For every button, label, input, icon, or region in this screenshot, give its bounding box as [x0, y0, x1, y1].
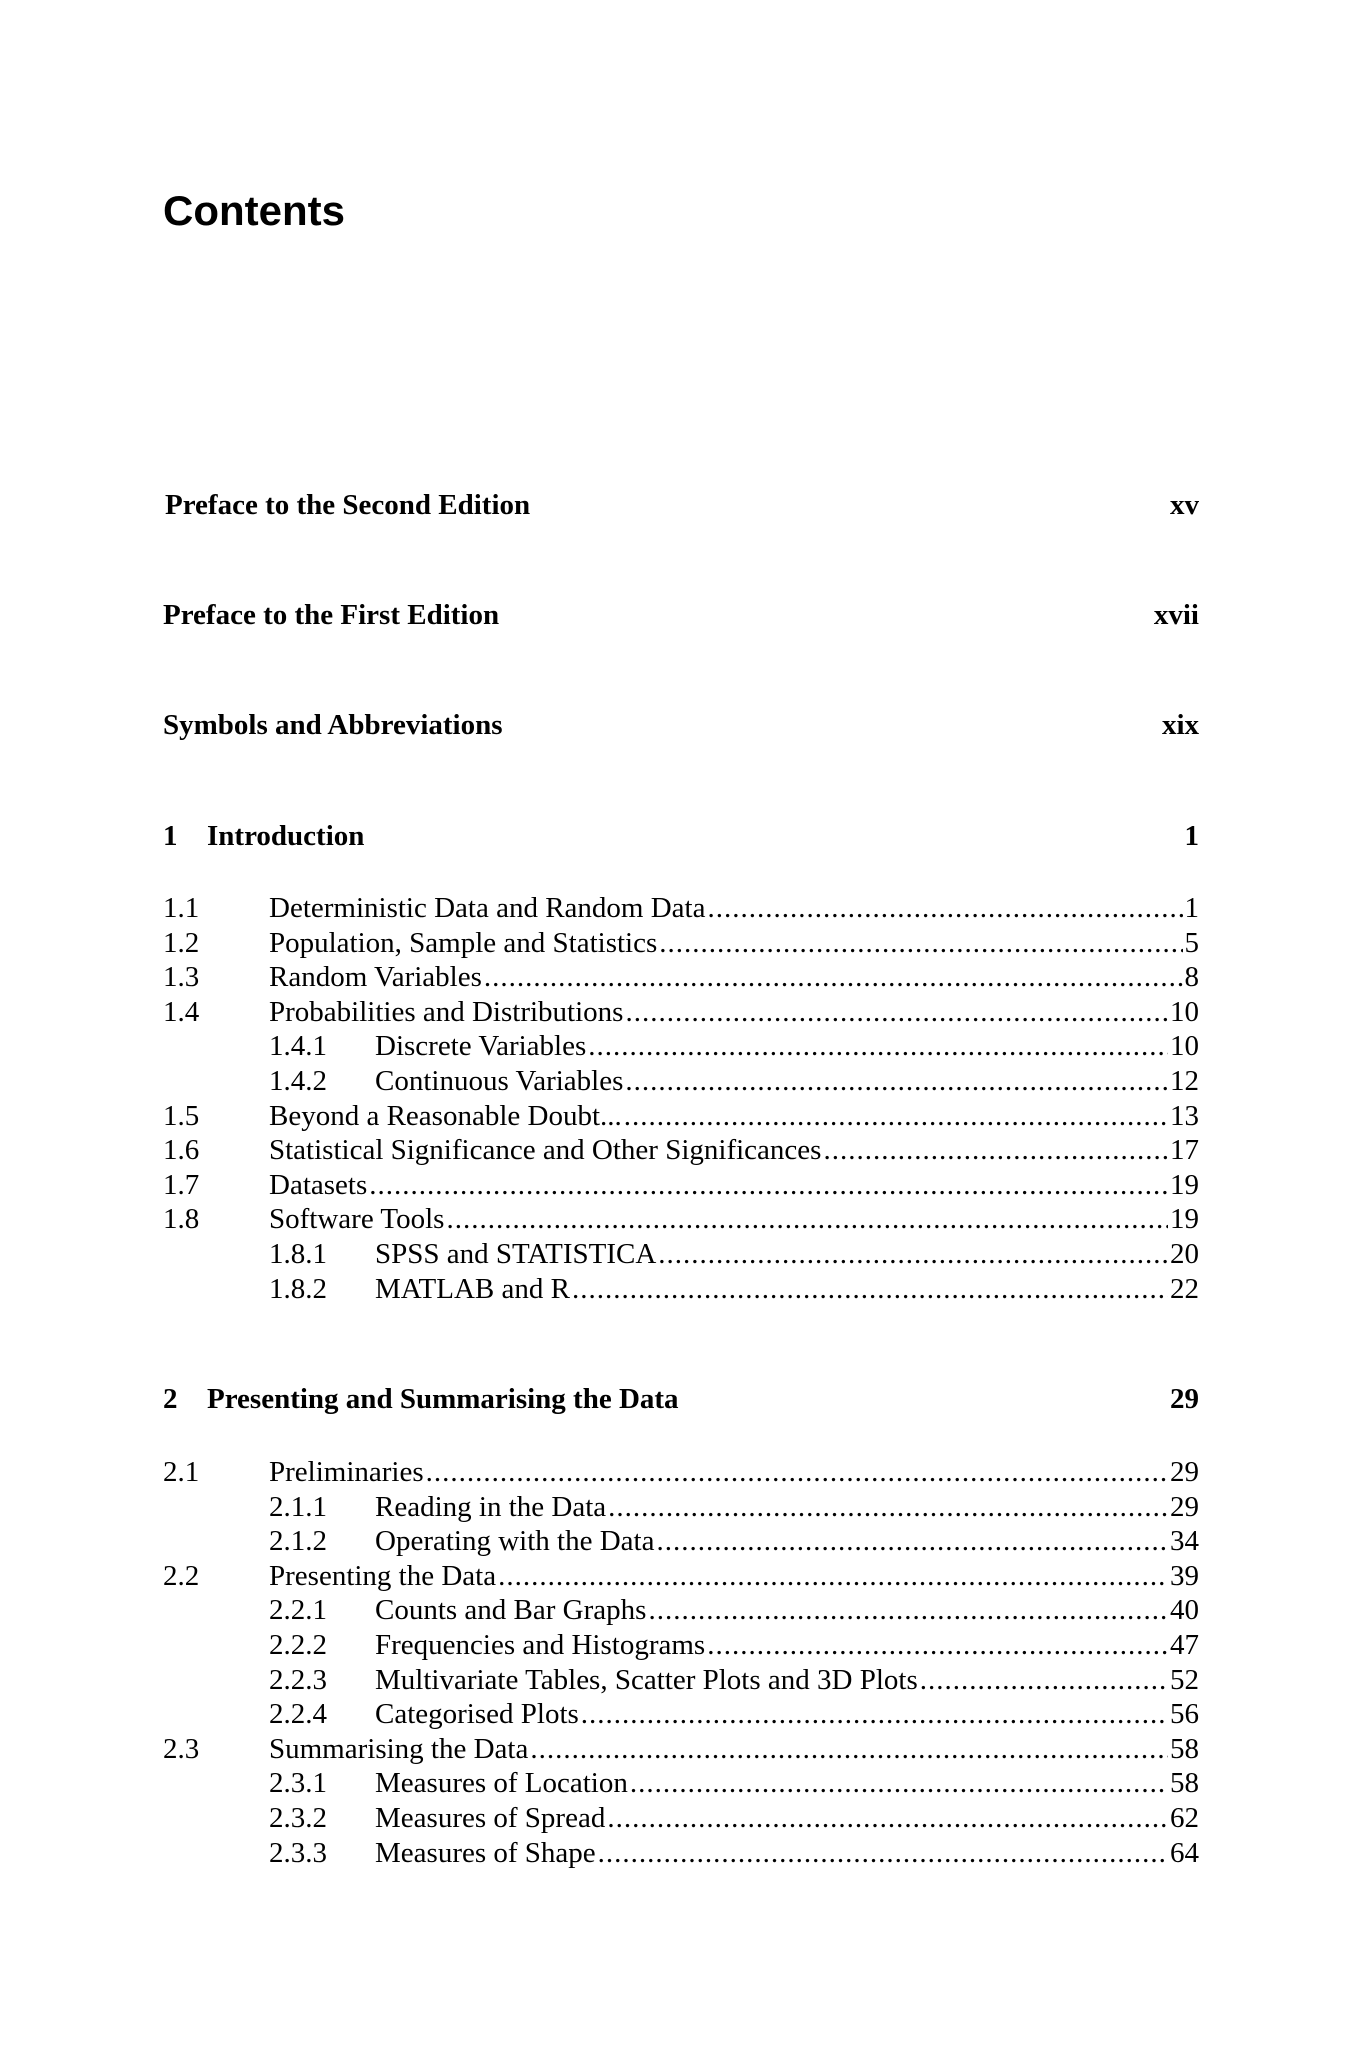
toc-front-matter-preface-second[interactable]: [165, 488, 1199, 522]
front-matter-page: xv: [1170, 489, 1199, 521]
dot-leader: [598, 1836, 1168, 1871]
page-title: Contents: [163, 187, 345, 234]
section-title: Presenting the Data: [269, 1559, 497, 1592]
subsection-title: Continuous Variables: [375, 1064, 624, 1097]
dot-leader: [369, 1168, 1168, 1203]
chapter-title: Introduction: [207, 820, 365, 852]
section-number: 1.4: [163, 995, 200, 1028]
section-title: Beyond a Reasonable Doubt...: [269, 1099, 622, 1132]
section-number: 2.2: [163, 1559, 200, 1592]
section-page: 29: [1170, 1456, 1199, 1488]
toc-entry[interactable]: [163, 1455, 1199, 1490]
dot-leader: [648, 1593, 1168, 1628]
subsection-page: 56: [1170, 1698, 1199, 1731]
dot-leader: [608, 1490, 1168, 1525]
subsection-number: 2.3.1: [269, 1767, 327, 1800]
section-title: Deterministic Data and Random Data: [269, 892, 706, 924]
toc-subentry[interactable]: [163, 1029, 1199, 1064]
subsection-page: 34: [1170, 1525, 1199, 1558]
section-page: 19: [1170, 1168, 1199, 1201]
toc-subentry[interactable]: [163, 1524, 1199, 1559]
toc-subentry[interactable]: [163, 1593, 1199, 1628]
subsection-title: Multivariate Tables, Scatter Plots and 3D Plots: [375, 1663, 918, 1696]
toc-subentry[interactable]: [163, 1628, 1199, 1663]
subsection-title: Measures of Shape: [375, 1836, 596, 1869]
subsection-number: 1.4.2: [269, 1064, 327, 1097]
front-matter-title: Preface to the First Edition: [163, 599, 500, 631]
subsection-title: Measures of Spread: [375, 1801, 606, 1834]
subsection-page: 22: [1170, 1272, 1199, 1305]
toc-chapter-1-sections: [163, 891, 1199, 1306]
subsection-number: 2.3.3: [269, 1836, 327, 1869]
subsection-title: Reading in the Data: [375, 1490, 607, 1523]
dot-leader: [659, 926, 1182, 961]
subsection-title: Operating with the Data: [375, 1525, 655, 1558]
dot-leader: [498, 1559, 1168, 1594]
front-matter-page: xix: [1161, 709, 1199, 741]
toc-entry[interactable]: [163, 1559, 1199, 1594]
subsection-title: MATLAB and R: [375, 1272, 570, 1305]
toc-entry[interactable]: [163, 960, 1199, 995]
dot-leader: [630, 1766, 1168, 1801]
toc-entry[interactable]: [163, 891, 1199, 926]
section-page: 8: [1184, 961, 1199, 994]
subsection-page: 40: [1170, 1594, 1199, 1627]
subsection-number: 1.8.1: [269, 1237, 327, 1270]
toc-subentry[interactable]: [163, 1663, 1199, 1698]
toc-entry[interactable]: [163, 1099, 1199, 1134]
subsection-number: 2.2.4: [269, 1698, 327, 1731]
dot-leader: [530, 1732, 1168, 1767]
subsection-title: Categorised Plots: [375, 1698, 579, 1731]
dot-leader: [624, 1099, 1168, 1134]
toc-entry[interactable]: [163, 995, 1199, 1030]
toc-subentry[interactable]: [163, 1766, 1199, 1801]
section-page: 58: [1170, 1732, 1199, 1765]
toc-chapter-2-sections: [163, 1455, 1199, 1870]
dot-leader: [572, 1272, 1168, 1307]
subsection-number: 2.2.3: [269, 1663, 327, 1696]
section-title: Software Tools: [269, 1203, 445, 1236]
toc-subentry[interactable]: [163, 1697, 1199, 1732]
section-number: 1.7: [163, 1168, 200, 1201]
dot-leader: [588, 1029, 1168, 1064]
section-title: Random Variables: [269, 961, 482, 994]
section-page: 5: [1184, 926, 1199, 959]
section-number: 1.8: [163, 1203, 200, 1236]
dot-leader: [484, 960, 1183, 995]
section-page: 17: [1170, 1134, 1199, 1167]
dot-leader: [656, 1524, 1168, 1559]
chapter-number: 2: [163, 1383, 178, 1415]
toc-chapter-2[interactable]: [163, 1382, 1199, 1416]
section-title: Preliminaries: [269, 1456, 424, 1488]
section-page: 10: [1170, 995, 1199, 1028]
section-title: Probabilities and Distributions: [269, 995, 624, 1028]
toc-entry[interactable]: [163, 1168, 1199, 1203]
toc-subentry[interactable]: [163, 1064, 1199, 1099]
dot-leader: [658, 1237, 1168, 1272]
dot-leader: [707, 1628, 1168, 1663]
section-title: Summarising the Data: [269, 1732, 529, 1765]
toc-chapter-1[interactable]: [163, 819, 1199, 853]
subsection-page: 62: [1170, 1801, 1199, 1834]
subsection-number: 1.8.2: [269, 1272, 327, 1305]
toc-subentry[interactable]: [163, 1272, 1199, 1307]
subsection-title: Counts and Bar Graphs: [375, 1594, 647, 1627]
section-number: 1.1: [163, 892, 200, 924]
toc-entry[interactable]: [163, 1133, 1199, 1168]
section-number: 2.1: [163, 1456, 200, 1488]
dot-leader: [823, 1133, 1168, 1168]
toc-front-matter-preface-first[interactable]: [163, 598, 1199, 632]
subsection-page: 47: [1170, 1628, 1199, 1661]
section-number: 1.2: [163, 926, 200, 959]
dot-leader: [607, 1801, 1168, 1836]
section-number: 2.3: [163, 1732, 200, 1765]
subsection-number: 2.3.2: [269, 1801, 327, 1834]
dot-leader: [625, 1064, 1168, 1099]
toc-subentry[interactable]: [163, 1237, 1199, 1272]
section-title: Statistical Significance and Other Significances: [269, 1134, 822, 1167]
subsection-page: 64: [1170, 1836, 1199, 1869]
subsection-number: 1.4.1: [269, 1030, 327, 1063]
chapter-title: Presenting and Summarising the Data: [207, 1383, 679, 1415]
dot-leader: [581, 1697, 1168, 1732]
subsection-page: 29: [1170, 1490, 1199, 1523]
subsection-title: Measures of Location: [375, 1767, 628, 1800]
subsection-title: SPSS and STATISTICA: [375, 1237, 657, 1270]
section-page: 39: [1170, 1559, 1199, 1592]
chapter-page: 1: [1184, 820, 1199, 852]
section-page: 1: [1184, 892, 1199, 924]
dot-leader: [625, 995, 1168, 1030]
section-title: Population, Sample and Statistics: [269, 926, 658, 959]
subsection-number: 2.2.1: [269, 1594, 327, 1627]
toc-subentry[interactable]: [163, 1801, 1199, 1836]
subsection-number: 2.1.1: [269, 1490, 327, 1523]
toc-subentry[interactable]: [163, 1836, 1199, 1871]
dot-leader: [446, 1202, 1168, 1237]
subsection-page: 52: [1170, 1663, 1199, 1696]
chapter-page: 29: [1170, 1383, 1199, 1415]
toc-entry[interactable]: [163, 1732, 1199, 1767]
toc-front-matter-symbols[interactable]: [163, 708, 1199, 742]
front-matter-title: Symbols and Abbreviations: [163, 709, 503, 741]
dot-leader: [707, 891, 1182, 926]
subsection-number: 2.1.2: [269, 1525, 327, 1558]
subsection-number: 2.2.2: [269, 1628, 327, 1661]
toc-entry[interactable]: [163, 926, 1199, 961]
toc-subentry[interactable]: [163, 1490, 1199, 1525]
chapter-number: 1: [163, 820, 178, 852]
section-number: 1.5: [163, 1099, 200, 1132]
front-matter-title: Preface to the Second Edition: [165, 489, 531, 521]
section-title: Datasets: [269, 1168, 368, 1201]
section-number: 1.3: [163, 961, 200, 994]
subsection-page: 10: [1170, 1030, 1199, 1063]
toc-entry[interactable]: [163, 1202, 1199, 1237]
subsection-page: 20: [1170, 1237, 1199, 1270]
subsection-title: Discrete Variables: [375, 1030, 587, 1063]
dot-leader: [426, 1455, 1168, 1490]
dot-leader: [920, 1663, 1168, 1698]
section-page: 13: [1170, 1099, 1199, 1132]
subsection-page: 58: [1170, 1767, 1199, 1800]
section-number: 1.6: [163, 1134, 200, 1167]
section-page: 19: [1170, 1203, 1199, 1236]
subsection-title: Frequencies and Histograms: [375, 1628, 706, 1661]
subsection-page: 12: [1170, 1064, 1199, 1097]
front-matter-page: xvii: [1153, 599, 1199, 631]
